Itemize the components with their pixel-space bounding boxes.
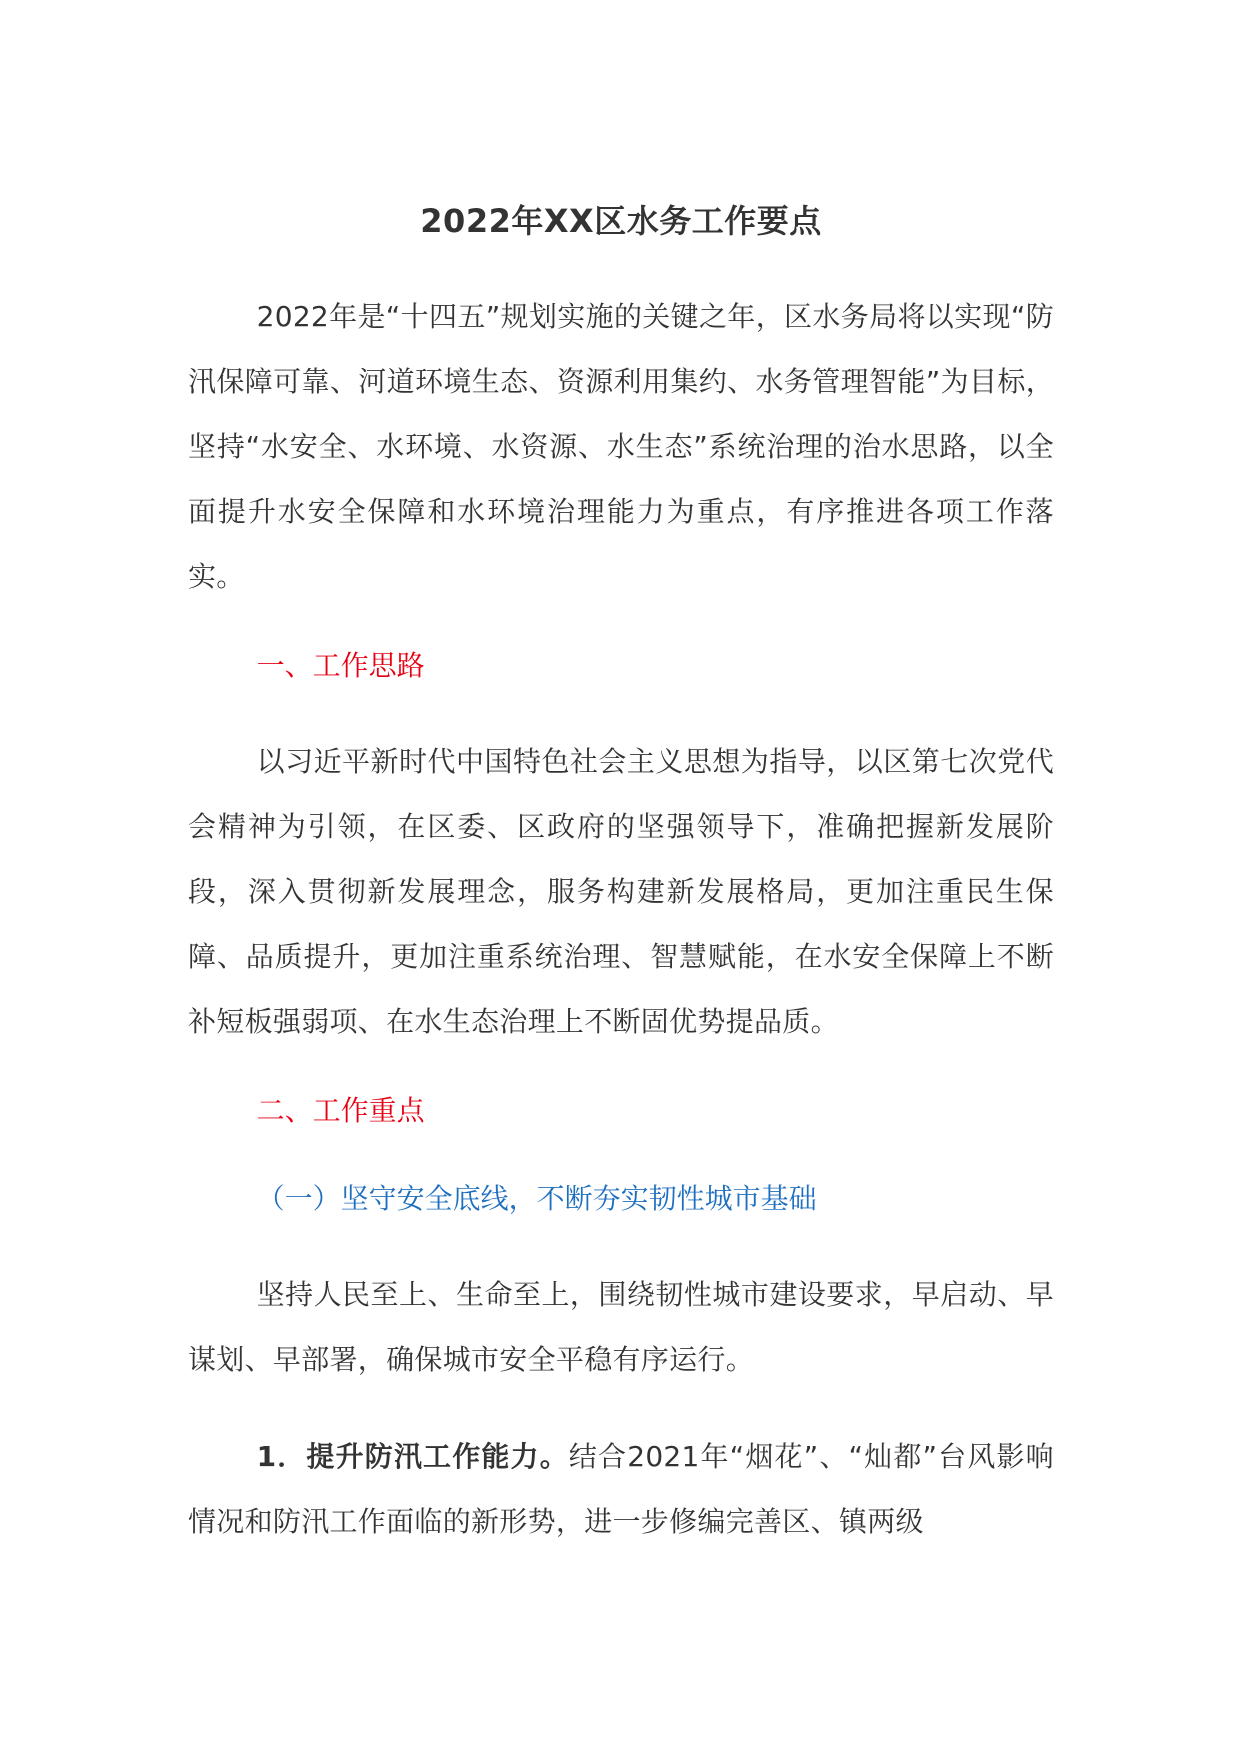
section-heading-work-focus: 二、工作重点 bbox=[256, 1094, 425, 1127]
work-approach-paragraph: 以习近平新时代中国特色社会主义思想为指导，以区第七次党代会精神为引领，在区委、区政府的坚强领导下，准确把握新发展阶段，深入贯彻新发展理念，服务构建新发展格局，更加注重民生保障、品质提升，更加注重系统治理、智慧赋能，在水安全保障上不断补短板强弱项、在水生态治理上不断固优势提品质。 bbox=[188, 745, 1054, 1038]
item-flood-control-text: 结合2021年“烟花”、“灿都”台风影响情况和防汛工作面临的新形势，进一步修编完善区、镇两级 bbox=[188, 1440, 1054, 1538]
section-heading-work-approach: 一、工作思路 bbox=[256, 649, 425, 682]
item-flood-control-paragraph bbox=[188, 1424, 1054, 1554]
safety-paragraph: 坚持人民至上、生命至上，围绕韧性城市建设要求，早启动、早谋划、早部署，确保城市安全平稳有序运行。 bbox=[188, 1278, 1054, 1376]
intro-paragraph: 2022年是“十四五”规划实施的关键之年，区水务局将以实现“防汛保障可靠、河道环境生态、资源利用集约、水务管理智能”为目标，坚持“水安全、水环境、水资源、水生态”系统治理的治水思路，以全面提升水安全保障和水环境治理能力为重点，有序推进各项工作落实。 bbox=[188, 300, 1054, 593]
document-title: 2022年XX区水务工作要点 bbox=[420, 202, 822, 240]
document-page bbox=[188, 196, 1054, 1586]
item-flood-control-label: 1．提升防汛工作能力。 bbox=[256, 1440, 569, 1473]
subsection-heading-safety: （一）坚守安全底线，不断夯实韧性城市基础 bbox=[256, 1182, 817, 1215]
